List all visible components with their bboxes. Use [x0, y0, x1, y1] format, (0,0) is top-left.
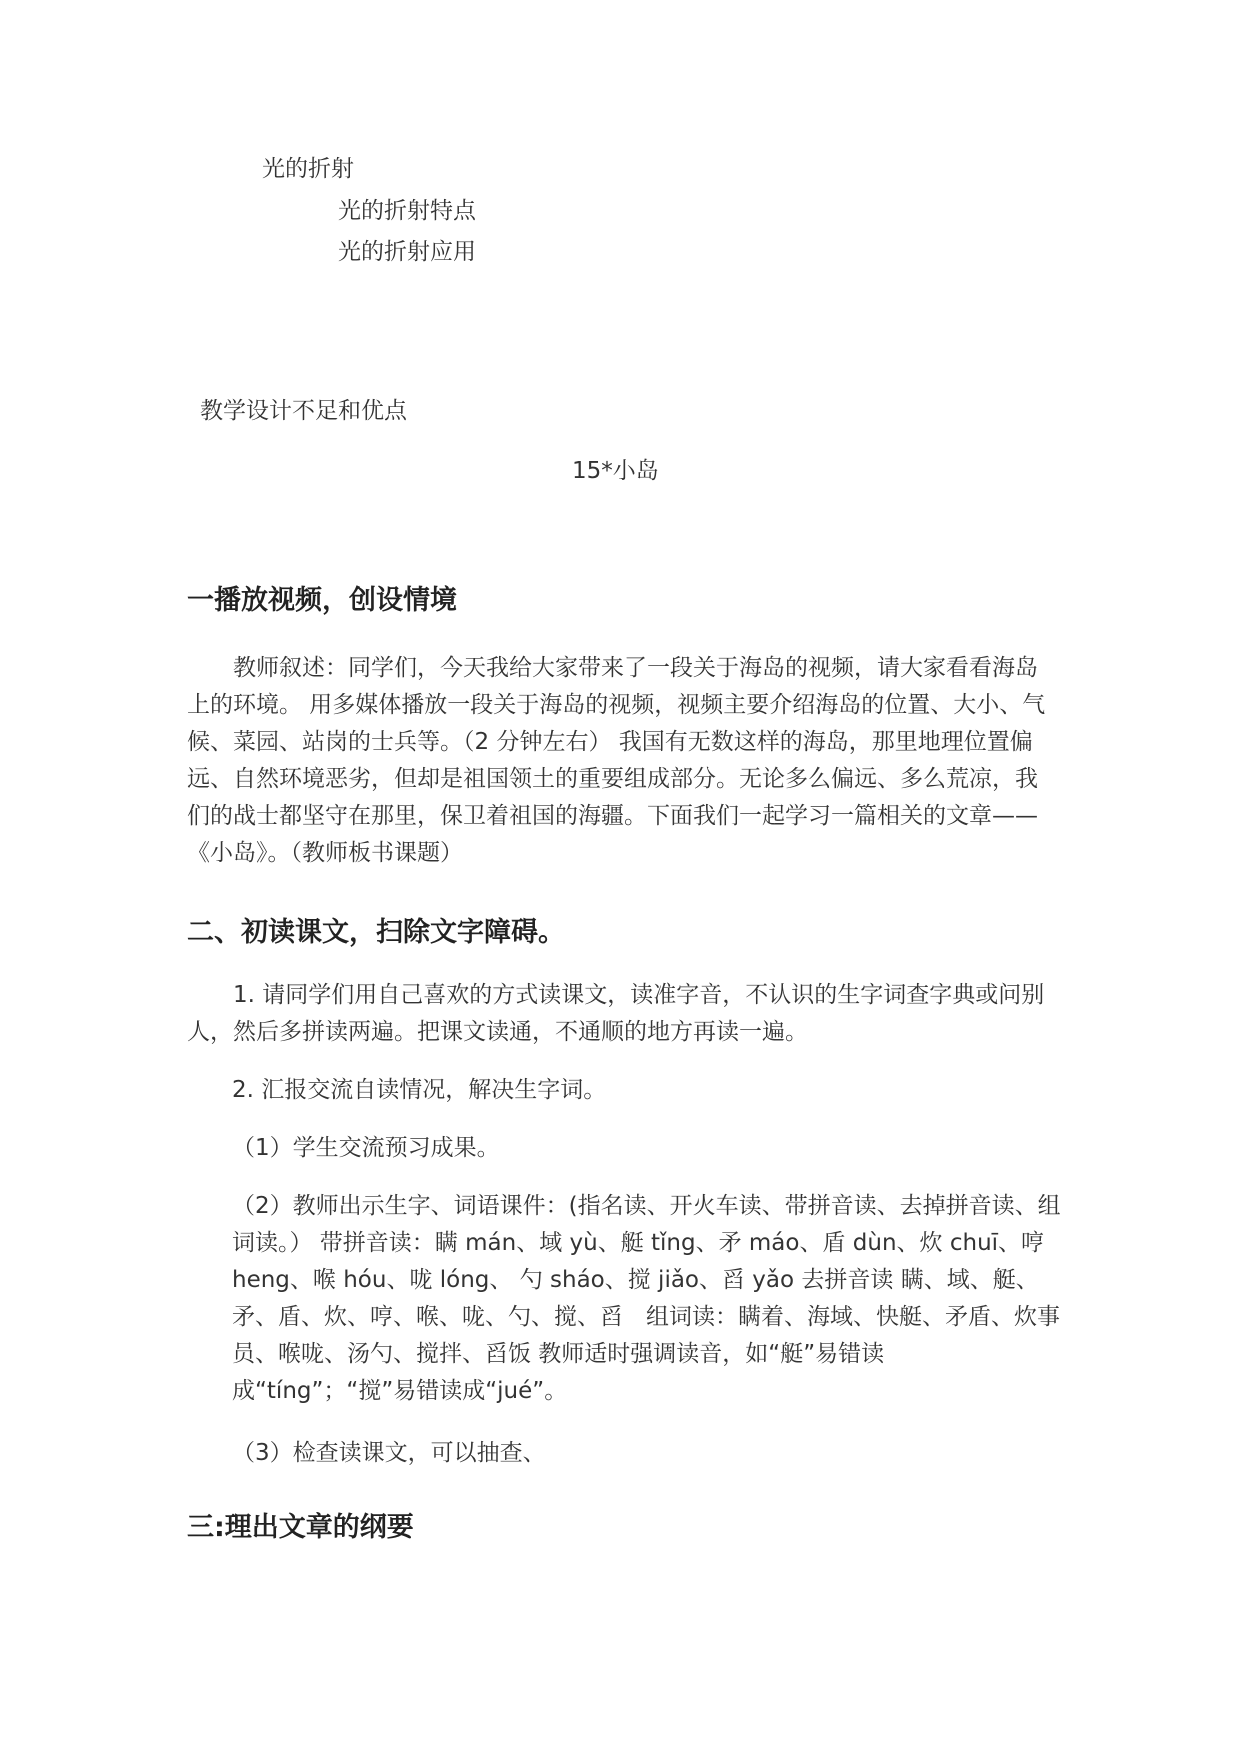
section2-substep2: （2）教师出示生字、词语课件：(指名读、开火车读、带拼音读、去掉拼音读、组词读。） 带拼音读：瞒 mán、域 yù、艇 tǐng、矛 máo、盾 dùn、炊 chuī、哼 heng、喉 hóu、咙 lóng、 勺 sháo、搅 jiǎo、舀 yǎo 去拼音读 瞒、域、艇、矛、盾、炊、哼、喉、咙、勺、搅、舀 组词读：瞒着、海域、快艇、矛盾、炊事员、喉咙、汤勺、搅拌、舀饭 教师适时强调读音，如“艇”易错读成“tíng”；“搅”易错读成“jué”。 [232, 1193, 1061, 1404]
section2-substep3: （3）检查读课文，可以抽查、 [232, 1440, 546, 1466]
lesson-title: 15*小岛 [572, 458, 659, 484]
section2-step2: 2. 汇报交流自读情况，解决生字词。 [232, 1077, 607, 1103]
section3-heading: 三:理出文章的纲要 [187, 1512, 414, 1543]
section1-paragraph: 教师叙述：同学们，今天我给大家带来了一段关于海岛的视频，请大家看看海岛上的环境。 用多媒体播放一段关于海岛的视频，视频主要介绍海岛的位置、大小、气候、菜园、站岗的士兵等。（2 分钟左右） 我国有无数这样的海岛，那里地理位置偏远、自然环境恶劣，但却是祖国领土的重要组成部分。无论多么偏远、多么荒凉，我们的战士都坚守在那里，保卫着祖国的海疆。下面我们一起学习一篇相关的文章——《小岛》。（教师板书课题） [187, 655, 1046, 866]
design-note: 教学设计不足和优点 [200, 398, 407, 424]
outline-subtopic-characteristics: 光的折射特点 [338, 198, 476, 224]
section2-heading: 二、初读课文，扫除文字障碍。 [187, 917, 565, 948]
outline-main-topic: 光的折射 [262, 156, 354, 182]
section2-substep1: （1）学生交流预习成果。 [232, 1135, 500, 1161]
section2-step1: 1. 请同学们用自己喜欢的方式读课文，读准字音，不认识的生字词查字典或问别人，然后多拼读两遍。把课文读通，不通顺的地方再读一遍。 [187, 982, 1045, 1045]
outline-subtopic-applications: 光的折射应用 [338, 239, 476, 265]
section1-heading: 一播放视频，创设情境 [187, 585, 457, 616]
